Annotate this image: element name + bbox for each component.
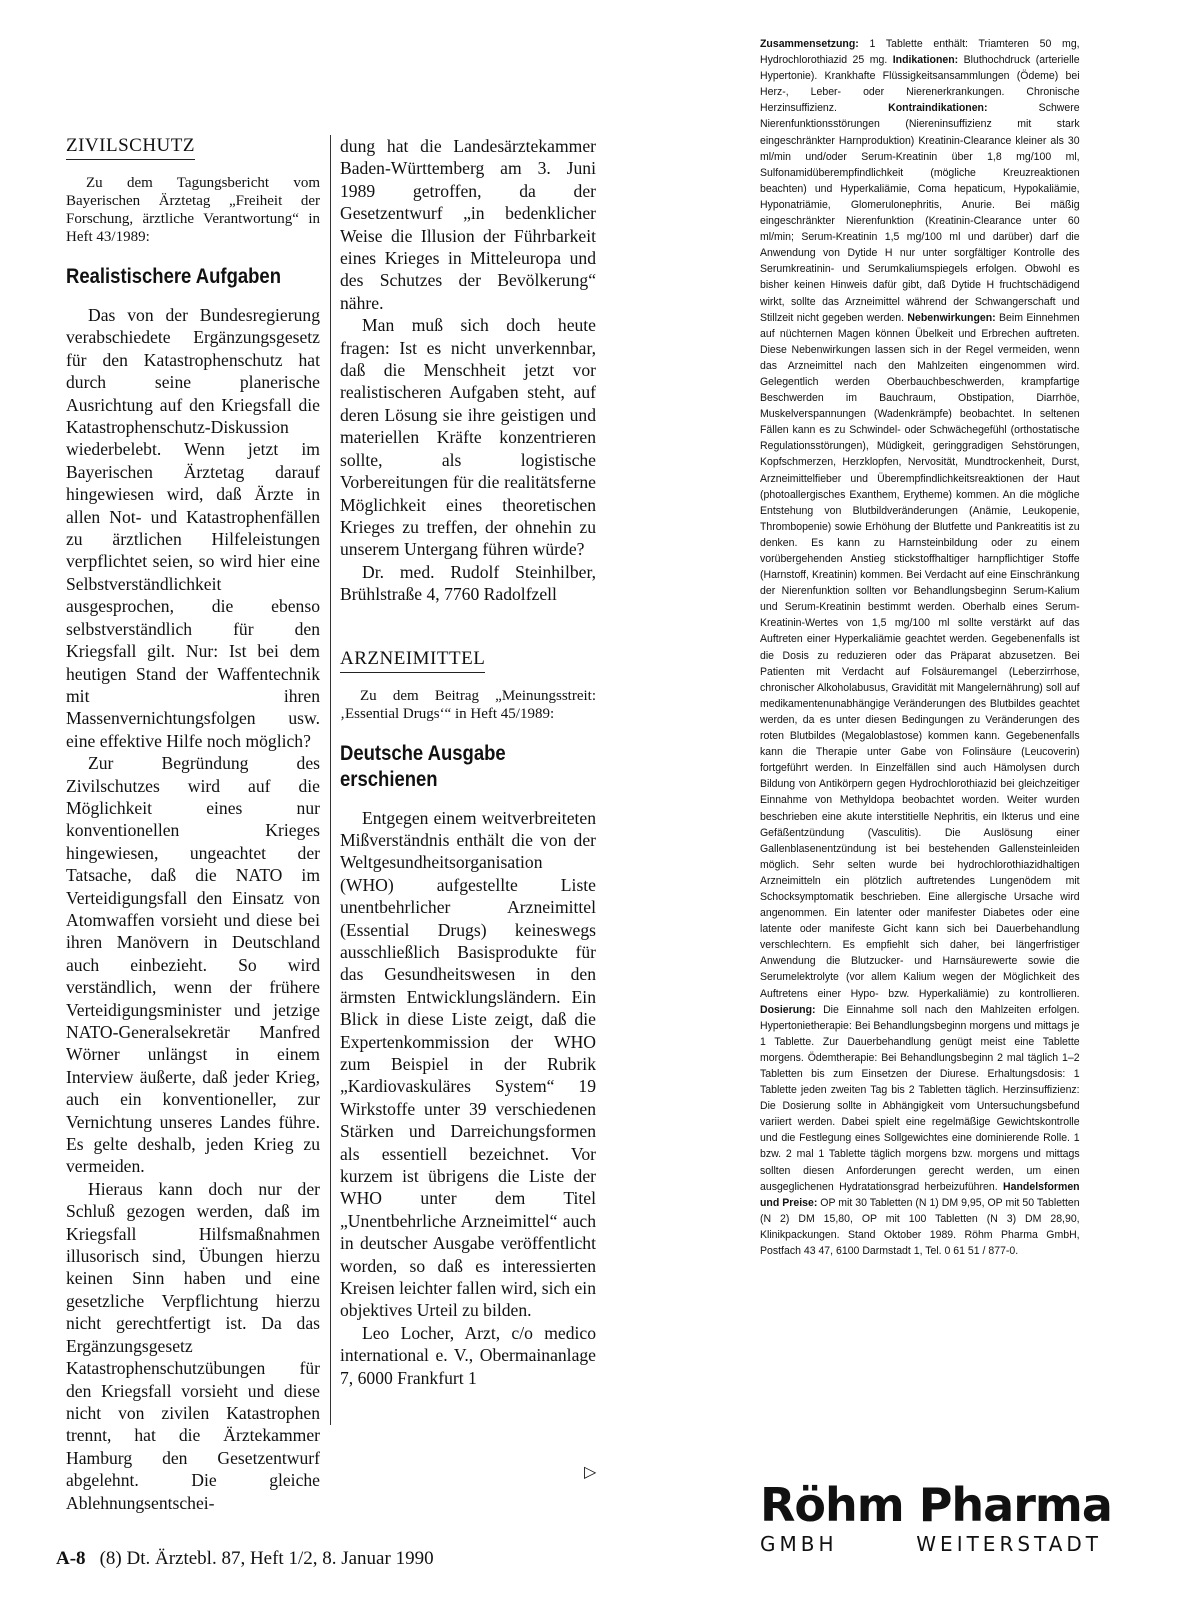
section-label-arzneimittel: ARZNEIMITTEL <box>340 648 485 673</box>
ad-label: Indikationen: <box>892 54 959 67</box>
ad-text: OP mit 30 Tabletten (N 1) DM 9,95, OP mit 50 Tabletten (N 2) DM 15,80, OP mit 100 Tabletten (N 3) DM 28,90, Klinikpackungen. Stand Oktober 1989. Röhm Pharma GmbH, Postfach 43 47, 6100 Darmstadt 1, Tel. 0 61 51 / 877-0. <box>760 1196 1080 1258</box>
right-column <box>340 135 596 1389</box>
letter-headline: Realistischere Aufgaben <box>66 265 281 288</box>
drug-information-text <box>760 36 1080 1259</box>
paragraph: Entgegen einem weitverbreiteten Mißverständnis enthält die von der Weltgesundheitsorganisation (WHO) aufgestellte Liste unentbehrlicher Arzneimittel (Essential Drugs) keineswegs ausschließlich Basisprodukte für das Gesundheitswesen in den ärmsten Entwicklungsländern. Ein Blick in diese Liste zeigt, daß die Expertenkommission der WHO zum Beispiel in der Rubrik „Kardiovaskuläres System“ 19 Wirkstoffe unter 39 verschiedenen Stärken und Darreichungsformen als essentiell bezeichnet. Vor kurzem ist übrigens die Liste der WHO unter dem Titel „Unentbehrliche Arzneimittel“ auch in deutscher Ausgabe veröffentlicht worden, so daß es interessierten Kreisen leichter fallen wird, sich ein objektives Urteil zu bilden. <box>340 807 596 1321</box>
paragraph: Zur Begründung des Zivilschutzes wird auf die Möglichkeit eines nur konventionellen Krieges hingewiesen, ungeachtet der Tatsache, daß die NATO im Verteidigungsfall den Einsatz von Atomwaffen vorsieht und diese bei ihren Manövern in Deutschland auch einbezieht. So wird verständlich, wenn der frühere Verteidigungsminister und jetzige NATO-Generalsekretär Manfred Wörner unlängst in einem Interview äußerte, daß jeder Krieg, auch ein konventioneller, zur Vernichtung unseres Landes führe. Es gelte deshalb, jeden Krieg zu vermeiden. <box>66 753 320 1177</box>
ad-label: Nebenwirkungen: <box>907 311 996 324</box>
letter-continuation <box>340 135 596 606</box>
ad-label: Zusammensetzung: <box>760 38 859 50</box>
logo-wordmark: Röhm Pharma <box>760 1478 1112 1532</box>
logo-sub-left: GMBH <box>760 1532 838 1556</box>
letter-intro: Zu dem Tagungsbericht vom Bayerischen Ärztetag „Freiheit der Forschung, ärztliche Verantwortung“ in Heft 43/1989: <box>66 175 320 245</box>
letter-headline: Deutsche Ausgabe erschienen <box>340 741 506 791</box>
column-divider <box>330 135 331 1425</box>
author-signature: Leo Locher, Arzt, c/o medico international e. V., Obermainanlage 7, 6000 Frankfurt 1 <box>340 1322 596 1388</box>
page-footer <box>56 1548 434 1570</box>
ad-label: Handelsformen und Preise: <box>760 1180 1080 1209</box>
left-column <box>66 135 320 1514</box>
paragraph: dung hat die Landesärztekammer Baden-Württemberg am 3. Juni 1989 getroffen, da der Gesetzentwurf „in bedenklicher Weise die Illusion der Führbarkeit eines Krieges in Mitteleuropa und des Schutzes der Bevölkerung“ nähre. <box>340 136 596 313</box>
ad-text: Beim Einnehmen auf nüchternen Magen können Übelkeit und Erbrechen auftreten. Diese Nebenwirkungen lassen sich in der Regel vermeiden, wenn das Arzneimittel nach den Mahlzeiten eingenommen wird. Gelegentlich werden Oberbauchbeschwerden, krampfartige Beschwerden im Bauchraum, Obstipation, Diarrhöe, Muskelverspannungen (Wadenkrämpfe) beobachtet. In seltenen Fällen kann es zu Schwindel- oder Schwächegefühl (orthostatische Regulationsstörungen), Müdigkeit, geringgradigen Sehstörungen, Kopfschmerzen, Herzklopfen, Nervosität, Mundtrockenheit, Durst, Arzneimittelfieber und Überempfindlichkeitsreaktionen der Haut (photoallergisches Exanthem, Erytheme) kommen. An die mögliche Entstehung von Blutbildveränderungen (Anämie, Leukopenie, Thrombopenie) sowie Erhöhung der Blutfette und Pankreatitis ist zu denken. Es kann zu Harnsteinbildung oder zu einem vorübergehenden Anstieg stickstoffhaltiger harnpflichtiger Stoffe (Harnstoff, Kreatinin) kommen. Bei Verdacht auf eine Einschränkung der Nierenfunktion sollten vor Behandlungsbeginn Serum-Kalium und Serum-Kreatinin bestimmt werden. Oberhalb eines Serum-Kreatinin-Wertes von 1,5 mg/100 ml sollte verstärkt auf das Auftreten einer Hyperkaliämie geachtet werden. Gegebenenfalls ist die Dosis zu reduzieren oder das Präparat abzusetzen. Bei Patienten mit Verdacht auf Folsäuremangel (Leberzirrhose, chronischer Alkoholabusus, Gravidität mit Mangelernährung) soll auf medikamentenunabhängige Veränderungen des Blutbildes geachtet werden, da es unter diesen Bedingungen zu Veränderungen des roten Blutbildes (Megaloblastose) kommen kann. Gegebenenfalls kann die Therapie unter Gabe von Folinsäure (Leucoverin) fortgeführt werden. In Einzelfällen sind auch Hämolysen durch Bildung von Antikörpern gegen Hydrochlorothiazid bei gleichzeitiger Einnahme von Methyldopa beobachtet worden. Weiter wurden beschrieben eine akute interstitielle Nephritis, ein Ikterus und eine Gefäßentzündung (Vasculitis). Die Auslösung einer Gallenblasenentzündung ist bei bestehenden Gallensteinleiden möglich. Sehr selten wurde bei hydrochlorothiazidhaltigen Arzneimitteln ein plötzlich auftretendes Lungenödem mit Schocksymptomatik beschrieben. Eine allergische Ursache wird angenommen. Ein latenter oder manifester Diabetes oder eine latente oder manifeste Gicht kann sich bei Dauerbehandlung verschlechtern. Es empfiehlt sich daher, bei längerfristiger Anwendung die Blutzucker- und Harnsäurewerte sowie die Serumelektrolyte (vor allem Kalium wegen der Möglichkeit des Auftretens einer Hypo- bzw. Hyperkaliämie) zu kontrollieren. <box>760 311 1080 1000</box>
ad-label: Dosierung: <box>760 1003 816 1016</box>
paragraph: Hieraus kann doch nur der Schluß gezogen werden, daß im Kriegsfall Hilfsmaßnahmen illusorisch sind, Übungen hierzu keinen Sinn haben und eine gesetzliche Verpflichtung hierzu nicht gerechtfertigt ist. Da das Ergänzungsgesetz Katastrophenschutzübungen für den Kriegsfall vorsieht und diese nicht von zivilen Katastrophen trennt, hat die Ärztekammer Hamburg den Gesetzentwurf abgelehnt. Die gleiche Ablehnungsentschei- <box>66 1178 320 1513</box>
ad-text: Die Einnahme soll nach den Mahlzeiten erfolgen. Hypertonietherapie: Bei Behandlungsbeginn morgens und mittags je 1 Tablette. Zur Dauerbehandlung genügt meist eine Tablette morgens. Ödemtherapie: Bei Behandlungsbeginn 2 mal täglich 1–2 Tabletten bis zum Einsetzen der Diurese. Erhaltungsdosis: 1 Tablette jeden zweiten Tag bis 2 Tabletten täglich. Herzinsuffizienz: Die Dosierung sollte in Abhängigkeit vom Untersuchungsbefund variiert werden. Dabei spielt eine regelmäßige Gewichtskontrolle und die Festlegung eines Sollgewichtes eine dominierende Rolle. 1 bzw. 2 mal 1 Tablette täglich morgens bzw. morgens und mittags sollten diesen Anforderungen gerecht werden, um einen ausgeglichenen Hydratationsgrad herbeizuführen. <box>760 1003 1080 1193</box>
page-number: A-8 <box>56 1548 86 1569</box>
paragraph: Das von der Bundesregierung verabschiedete Ergänzungsgesetz für den Katastrophenschutz hat durch seine planerische Ausrichtung auf den Kriegsfall die Katastrophenschutz-Diskussion wiederbelebt. Wenn jetzt im Bayerischen Ärztetag darauf hingewiesen wird, daß Ärzte in allen Not- und Katastrophenfällen zu ärztlichen Hilfeleistungen verpflichtet seien, so wird hier eine Selbstverständlichkeit ausgesprochen, die ebenso selbstverständlich für den Kriegsfall gilt. Nur: Ist bei dem heutigen Stand der Waffentechnik mit ihren Massenvernichtungsfolgen usw. eine effektive Hilfe noch möglich? <box>66 305 320 751</box>
journal-citation: (8) Dt. Ärztebl. 87, Heft 1/2, 8. Januar 1990 <box>99 1548 434 1569</box>
paragraph: Man muß sich doch heute fragen: Ist es nicht unverkennbar, daß die Menschheit jetzt vor realistischeren Aufgaben steht, auf deren Lösung sie ihre geistigen und materiellen Kräfte konzentrieren sollte, als logistische Vorbereitungen für die realitätsferne Möglichkeit eines theoretischen Krieges zu treffen, der ohnehin zu unserem Untergang führen würde? <box>340 315 596 560</box>
company-logo <box>760 1478 1112 1556</box>
ad-text: Bluthochdruck (arterielle Hypertonie). Krankhafte Flüssigkeitsansammlungen (Ödeme) bei Herz-, Leber- oder Nierenerkrankungen. Chronische Herzinsuffizienz. <box>760 54 1080 115</box>
ad-text: Schwere Nierenfunktionsstörungen (Niereninsuffizienz mit stark eingeschränkter Harnproduktion) Kreatinin-Clearance kleiner als 30 ml/min und/oder Serum-Kreatinin über 1,8 mg/100 ml, Sulfonamidüberempfindlichkeit (mögliche Kreuzreaktionen beachten) und Hyperkaliämie, Coma hepaticum, Hypokaliämie, Hyponatriämie, Glomerulonephritis, Anurie. Bei mäßig eingeschränkter Nierenfunktion (Kreatinin-Clearance unter 60 ml/min; Serum-Kreatinin 1,5 mg/100 ml und darüber) darf die Anwendung von Dytide H nur unter sorgfältiger Kontrolle des Serumkreatinin- und Serumkaliumspiegels erfolgen. Obwohl es bisher keinen Hinweis dafür gibt, daß Dytide H fruchtschädigend wirkt, sollte das Arzneimittel während der Schwangerschaft und Stillzeit nicht gegeben werden. <box>760 102 1080 324</box>
author-signature: Dr. med. Rudolf Steinhilber, Brühlstraße 4, 7760 Radolfzell <box>340 561 596 605</box>
ad-label: Kontraindikationen: <box>888 102 988 115</box>
logo-subline <box>760 1532 1102 1556</box>
section-label-zivilschutz: ZIVILSCHUTZ <box>66 135 195 160</box>
continue-arrow-icon: ▷ <box>584 1462 597 1481</box>
letter-body <box>340 807 596 1390</box>
logo-sub-right: WEITERSTADT <box>916 1532 1102 1556</box>
letter-body <box>66 304 320 1514</box>
letter-intro: Zu dem Beitrag „Meinungsstreit: ‚Essential Drugs‘“ in Heft 45/1989: <box>340 687 596 722</box>
ad-text: 1 Tablette enthält: Triamteren 50 mg, Hydrochlorothiazid 25 mg. <box>760 38 1080 67</box>
